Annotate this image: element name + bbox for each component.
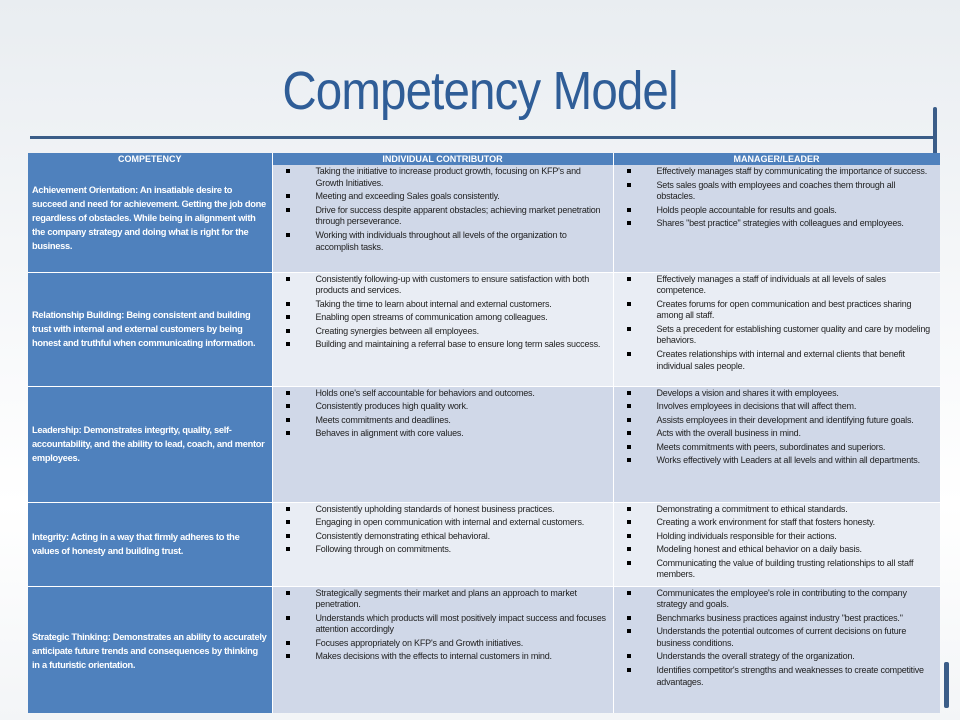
slide-title: Competency Model (282, 61, 678, 121)
manager-behavior-list (624, 274, 936, 373)
list-item (624, 299, 936, 322)
square-bullet-icon (286, 208, 290, 212)
square-bullet-icon (286, 391, 290, 395)
list-item (283, 651, 609, 663)
square-bullet-icon (627, 668, 631, 672)
header-competency: COMPETENCY (28, 153, 272, 165)
list-item-text: Identifies competitor's strengths and weaknesses to create competitive advantages. (656, 665, 924, 687)
competency-cell: Relationship Building: Being consistent and building trust with internal and external customers by being honest and truthful when communicating information. (28, 272, 272, 386)
list-item (283, 312, 609, 324)
square-bullet-icon (627, 391, 631, 395)
individual-contributor-cell (272, 502, 613, 586)
list-item (283, 428, 609, 440)
decorative-bracket-bottom (944, 662, 949, 708)
list-item (283, 339, 609, 351)
table-row (28, 272, 940, 386)
list-item-text: Modeling honest and ethical behavior on a daily basis. (656, 544, 862, 555)
individual-behavior-list (283, 274, 609, 352)
list-item (624, 401, 936, 413)
list-item-text: Consistently following-up with customers to ensure satisfaction with both products and services. (315, 273, 590, 296)
manager-behavior-list (624, 504, 936, 582)
square-bullet-icon (286, 431, 290, 435)
square-bullet-icon (627, 208, 631, 212)
square-bullet-icon (286, 169, 290, 173)
list-item (624, 324, 936, 347)
list-item-text: Meets commitments and deadlines. (315, 414, 451, 425)
square-bullet-icon (286, 315, 290, 319)
square-bullet-icon (627, 445, 631, 449)
list-item-text: Makes decisions with the effects to internal customers in mind. (315, 651, 552, 662)
list-item-text: Benchmarks business practices against industry "best practices." (656, 612, 903, 623)
square-bullet-icon (627, 458, 631, 462)
list-item-text: Involves employees in decisions that will affect them. (656, 401, 857, 412)
square-bullet-icon (627, 404, 631, 408)
list-item-text: Consistently demonstrating ethical behavioral. (315, 530, 490, 541)
list-item (283, 388, 609, 400)
list-item (283, 531, 609, 543)
list-item-text: Holds one's self accountable for behaviors and outcomes. (315, 387, 535, 398)
square-bullet-icon (286, 591, 290, 595)
list-item-text: Sets a precedent for establishing customer quality and care by modeling behaviors. (656, 323, 930, 346)
square-bullet-icon (286, 277, 290, 281)
list-item-text: Develops a vision and shares it with employees. (656, 387, 839, 398)
list-item (283, 230, 609, 253)
list-item-text: Behaves in alignment with core values. (315, 428, 464, 439)
square-bullet-icon (286, 302, 290, 306)
list-item (283, 504, 609, 516)
manager-leader-cell (613, 272, 940, 386)
list-item (624, 613, 936, 625)
list-item-text: Communicates the employee's role in contributing to the company strategy and goals. (656, 587, 907, 610)
individual-contributor-cell (272, 272, 613, 386)
competency-table (28, 153, 940, 713)
list-item-text: Shares "best practice" strategies with colleagues and employees. (656, 218, 904, 229)
list-item (624, 415, 936, 427)
competency-cell: Integrity: Acting in a way that firmly adheres to the values of honesty and building trust. (28, 502, 272, 586)
list-item (624, 349, 936, 372)
list-item-text: Focuses appropriately on KFP's and Growth initiatives. (315, 637, 524, 648)
list-item-text: Creating synergies between all employees. (315, 325, 479, 336)
list-item-text: Meeting and exceeding Sales goals consistently. (315, 191, 500, 202)
list-item (624, 180, 936, 203)
manager-behavior-list (624, 388, 936, 468)
list-item-text: Taking the initiative to increase product growth, focusing on KFP's and Growth Initiatives. (315, 166, 581, 188)
list-item-text: Works effectively with Leaders at all levels and within all departments. (656, 455, 920, 466)
square-bullet-icon (286, 329, 290, 333)
list-item-text: Following through on commitments. (315, 544, 451, 555)
list-item-text: Acts with the overall business in mind. (656, 428, 801, 439)
list-item-text: Assists employees in their development and identifying future goals. (656, 414, 914, 425)
list-item-text: Effectively manages a staff of individuals at all levels of sales competence. (656, 273, 886, 296)
list-item-text: Working with individuals throughout all levels of the organization to accomplish tasks. (315, 229, 567, 252)
list-item (283, 415, 609, 427)
square-bullet-icon (627, 616, 631, 620)
manager-leader-cell (613, 502, 940, 586)
individual-contributor-cell (272, 586, 613, 713)
list-item-text: Holds people accountable for results and goals. (656, 204, 837, 215)
square-bullet-icon (286, 418, 290, 422)
list-item (283, 613, 609, 636)
manager-leader-cell (613, 165, 940, 272)
manager-behavior-list (624, 588, 936, 689)
square-bullet-icon (627, 654, 631, 658)
list-item-text: Understands the overall strategy of the organization. (656, 651, 855, 662)
square-bullet-icon (286, 534, 290, 538)
list-item (624, 166, 936, 178)
list-item (283, 326, 609, 338)
list-item (283, 274, 609, 297)
list-item-text: Effectively manages staff by communicating the importance of success. (656, 166, 928, 176)
list-item (624, 558, 936, 581)
square-bullet-icon (627, 327, 631, 331)
manager-leader-cell (613, 586, 940, 713)
list-item-text: Holding individuals responsible for their actions. (656, 530, 837, 541)
list-item (624, 388, 936, 400)
square-bullet-icon (627, 561, 631, 565)
list-item (283, 544, 609, 556)
table-row (28, 502, 940, 586)
square-bullet-icon (627, 277, 631, 281)
square-bullet-icon (286, 342, 290, 346)
list-item (624, 274, 936, 297)
individual-behavior-list (283, 588, 609, 664)
competency-cell: Strategic Thinking: Demonstrates an ability to accurately anticipate future trends and consequences by thinking in a futuristic orientation. (28, 586, 272, 713)
square-bullet-icon (627, 418, 631, 422)
list-item (283, 205, 609, 228)
header-individual-contributor: INDIVIDUAL CONTRIBUTOR (272, 153, 613, 165)
square-bullet-icon (627, 221, 631, 225)
list-item-text: Creates forums for open communication and best practices sharing among all staff. (656, 298, 912, 321)
square-bullet-icon (627, 629, 631, 633)
square-bullet-icon (627, 183, 631, 187)
list-item-text: Creates relationships with internal and external clients that benefit individual sales people. (656, 349, 905, 371)
individual-behavior-list (283, 504, 609, 556)
competency-table-container (28, 153, 940, 713)
manager-leader-cell (613, 386, 940, 502)
list-item (283, 588, 609, 611)
list-item (283, 299, 609, 311)
square-bullet-icon (627, 431, 631, 435)
list-item-text: Meets commitments with peers, subordinates and superiors. (656, 441, 886, 452)
square-bullet-icon (286, 547, 290, 551)
list-item-text: Taking the time to learn about internal and external customers. (315, 298, 552, 309)
list-item (624, 544, 936, 556)
list-item-text: Understands which products will most positively impact success and focuses attention accordingly (315, 612, 606, 635)
competency-cell: Leadership: Demonstrates integrity, quality, self-accountability, and the ability to lead, coach, and mentor employees. (28, 386, 272, 502)
list-item-text: Creating a work environment for staff that fosters honesty. (656, 517, 875, 528)
list-item (624, 517, 936, 529)
square-bullet-icon (286, 233, 290, 237)
header-manager-leader: MANAGER/LEADER (613, 153, 940, 165)
list-item-text: Enabling open streams of communication among colleagues. (315, 312, 548, 323)
list-item (624, 218, 936, 230)
individual-contributor-cell (272, 386, 613, 502)
table-row (28, 165, 940, 272)
list-item (624, 651, 936, 663)
list-item (283, 638, 609, 650)
square-bullet-icon (627, 169, 631, 173)
list-item (624, 428, 936, 440)
list-item (283, 166, 609, 189)
square-bullet-icon (286, 507, 290, 511)
decorative-rule-top (30, 136, 935, 139)
table-row (28, 586, 940, 713)
square-bullet-icon (286, 404, 290, 408)
list-item-text: Demonstrating a commitment to ethical standards. (656, 503, 848, 514)
list-item-text: Strategically segments their market and plans an approach to market penetration. (315, 587, 577, 610)
list-item (624, 588, 936, 611)
individual-contributor-cell (272, 165, 613, 272)
list-item-text: Consistently upholding standards of honest business practices. (315, 503, 555, 514)
list-item-text: Understands the potential outcomes of current decisions on future business conditions. (656, 626, 907, 648)
list-item (624, 626, 936, 649)
competency-cell: Achievement Orientation: An insatiable desire to succeed and need for achievement. Getting the job done regardless of obstacles. While being in alignment with the company strategy and doing what is right for the business. (28, 165, 272, 272)
square-bullet-icon (627, 520, 631, 524)
square-bullet-icon (627, 352, 631, 356)
table-header-row (28, 153, 940, 165)
table-row (28, 386, 940, 502)
manager-behavior-list (624, 166, 936, 230)
list-item-text: Engaging in open communication with internal and external customers. (315, 517, 585, 528)
individual-behavior-list (283, 388, 609, 440)
square-bullet-icon (286, 616, 290, 620)
list-item-text: Building and maintaining a referral base to ensure long term sales success. (315, 339, 601, 350)
list-item (283, 401, 609, 413)
square-bullet-icon (627, 534, 631, 538)
square-bullet-icon (286, 641, 290, 645)
list-item (624, 442, 936, 454)
list-item-text: Drive for success despite apparent obstacles; achieving market penetration through perseverance. (315, 204, 601, 227)
list-item-text: Sets sales goals with employees and coaches them through all obstacles. (656, 179, 896, 202)
square-bullet-icon (627, 507, 631, 511)
list-item (624, 455, 936, 467)
list-item (624, 504, 936, 516)
list-item-text: Communicating the value of building trusting relationships to all staff members. (656, 557, 914, 580)
square-bullet-icon (627, 547, 631, 551)
square-bullet-icon (627, 302, 631, 306)
table-body (28, 165, 940, 713)
square-bullet-icon (286, 654, 290, 658)
square-bullet-icon (286, 194, 290, 198)
list-item (283, 191, 609, 203)
list-item (624, 665, 936, 688)
square-bullet-icon (627, 591, 631, 595)
individual-behavior-list (283, 166, 609, 253)
list-item (283, 517, 609, 529)
list-item (624, 531, 936, 543)
square-bullet-icon (286, 520, 290, 524)
list-item-text: Consistently produces high quality work. (315, 401, 469, 412)
list-item (624, 205, 936, 217)
